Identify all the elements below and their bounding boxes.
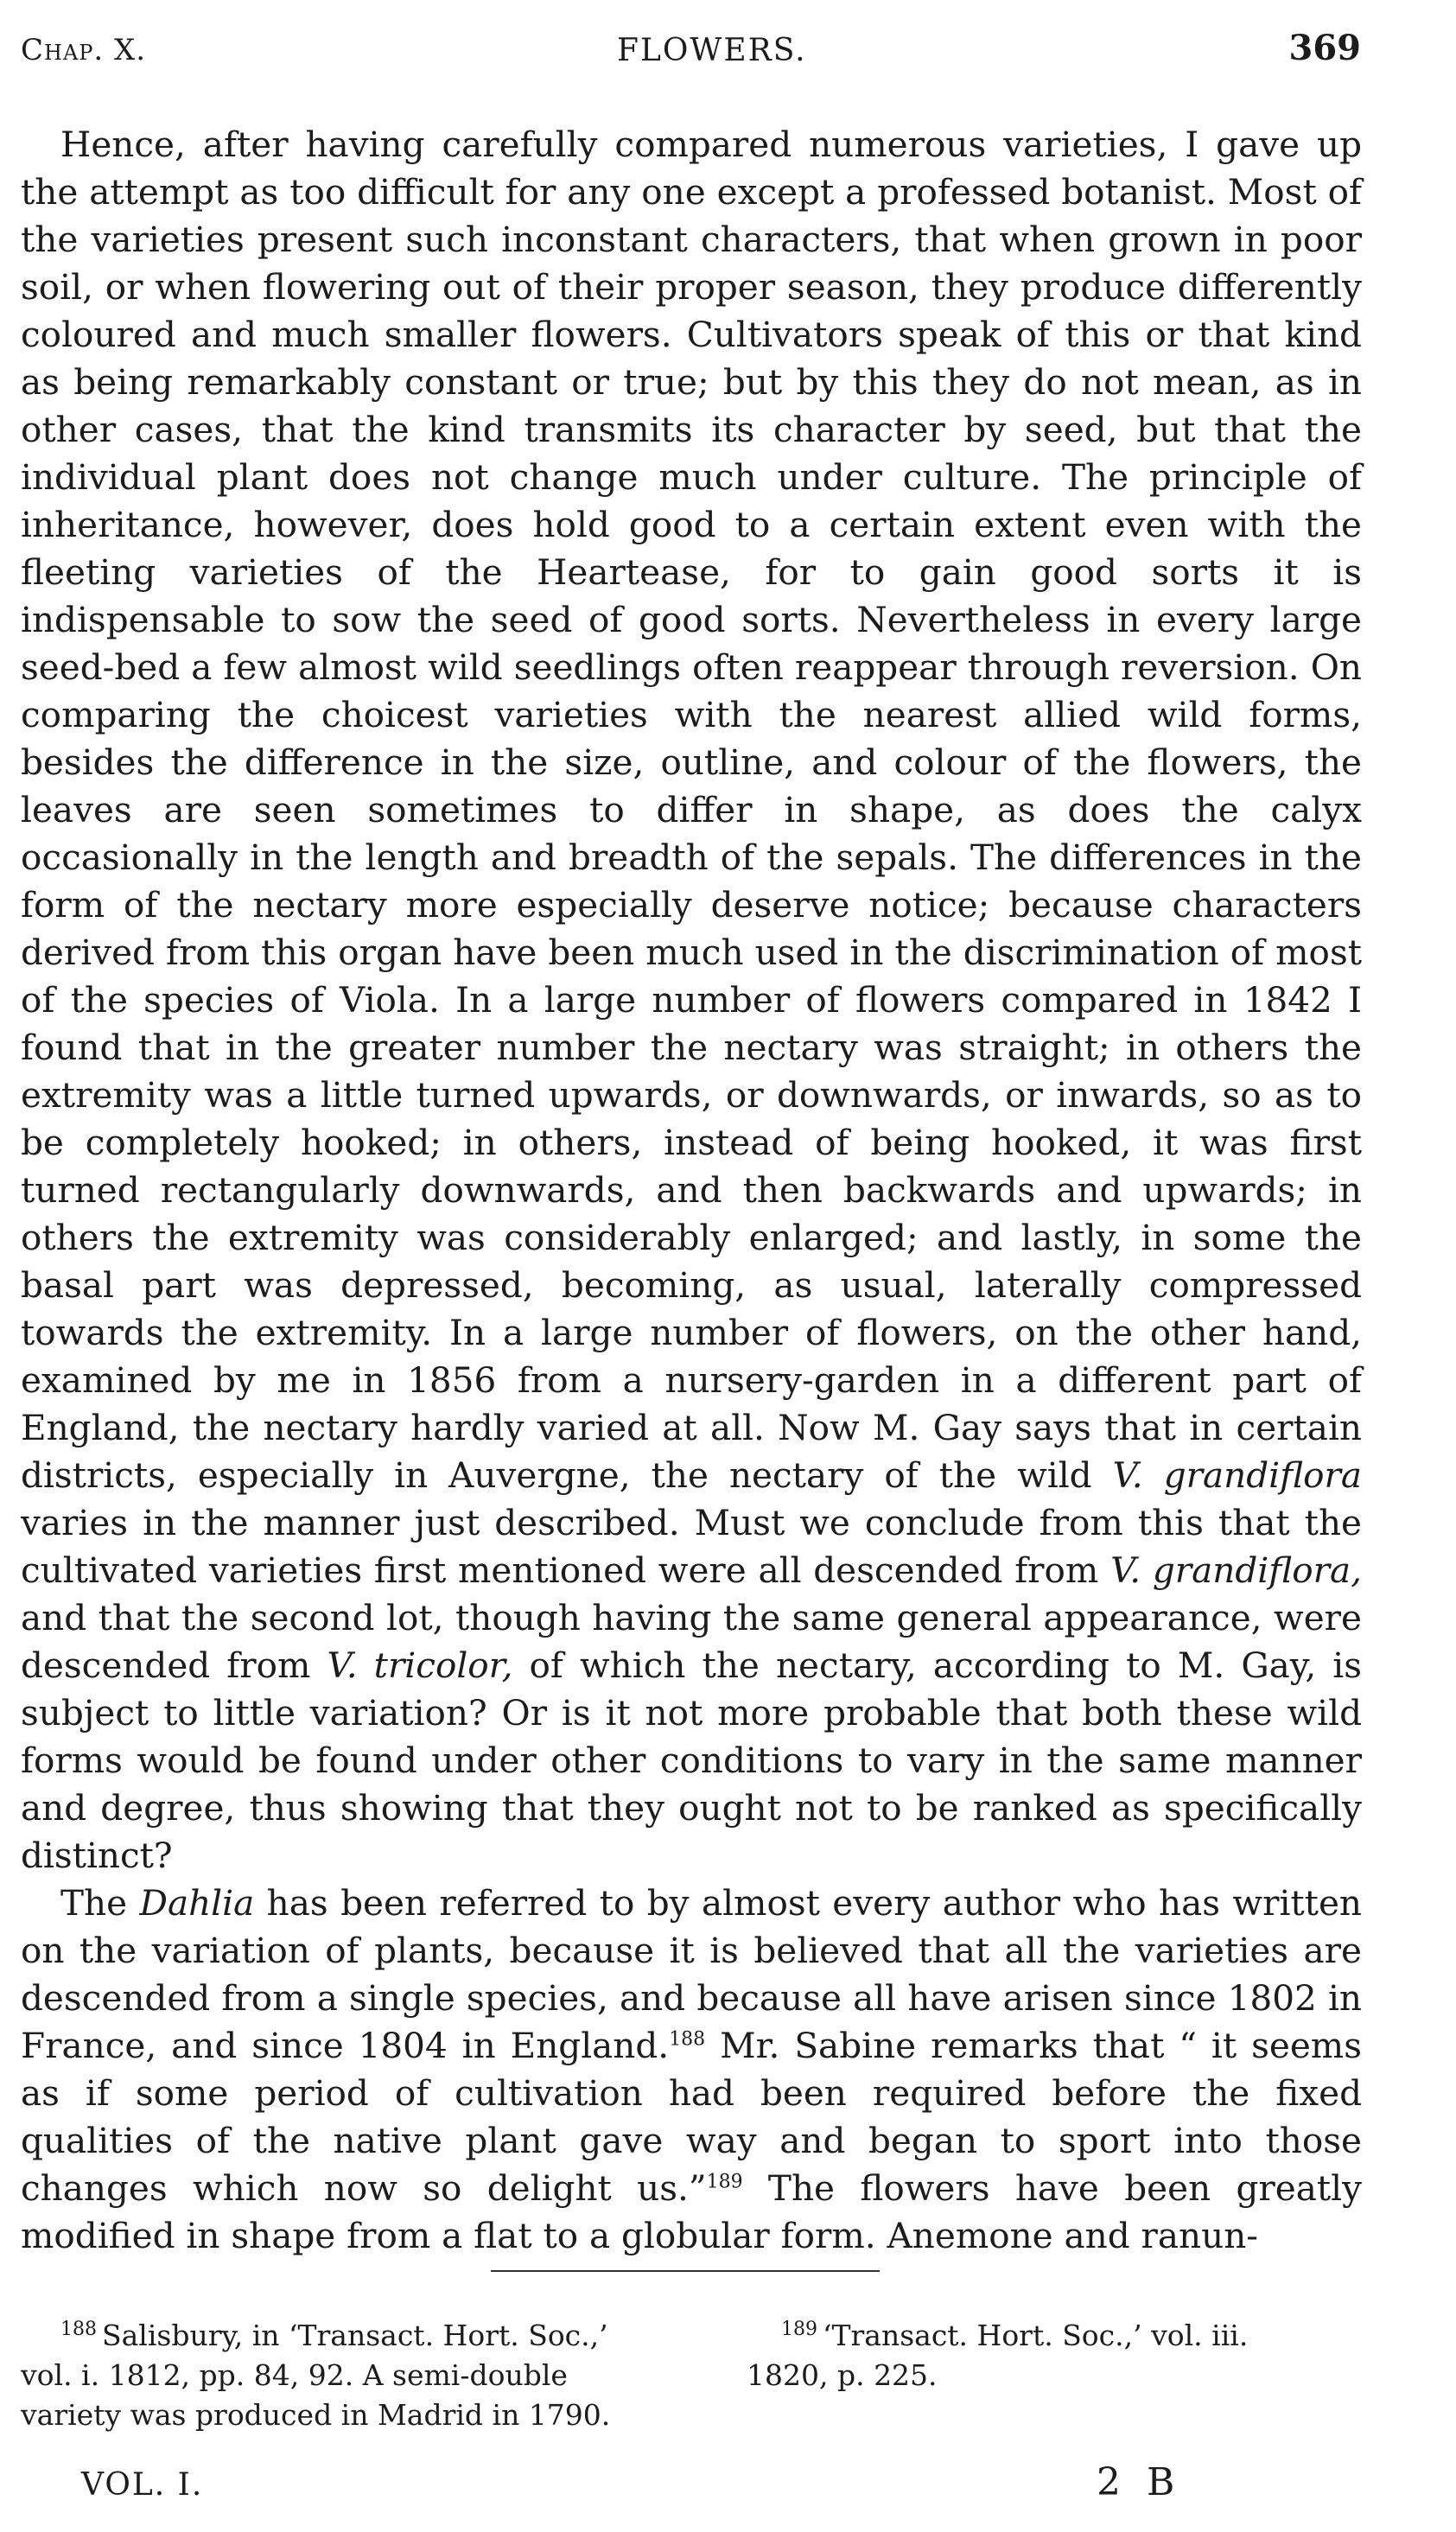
footnotes (21, 2316, 1362, 2446)
footnote-mark: 188 (60, 2319, 97, 2340)
paragraph-text: Mr. Sabine remarks that “ it seems as if some period of cultivation had been required before the fixed qualities of the native plant gave way and began to sport into those changes which now so delight us.” (21, 2025, 1362, 2209)
paragraph-dahlia (21, 1880, 1362, 2260)
paragraph-text: has been referred to by almost every author who has written on the variation of plants, because it is believed that all the varieties are descended from a single species, and because all have arisen since 1802 in France, and since 1804 in England. (21, 1882, 1363, 2066)
footnote-ref-189[interactable]: 189 (706, 2171, 743, 2193)
paragraph-text: of which the nectary, according to M. Gay, is subject to little variation? Or is it not more probable that both these wild forms would be found under other conditions to vary in the same manner and degree, thus showing that they ought not to be ranked as specifically distinct? (21, 1645, 1363, 1876)
footnote-189 (747, 2316, 1362, 2395)
paragraph-text: Hence, after having carefully compared numerous varieties, I gave up the attempt as too difficult for any one except a professed botanist. Most of the varieties present such inconstant characters, that when grown in poor soil, or when flowering out of their proper season, they produce differently coloured and much smaller flowers. Cultivators speak of this or that kind as being remarkably constant or true; but by this they do not mean, as in other cases, that the kind transmits its character by seed, but that the individual plant does not change much under culture. The principle of inheritance, however, does hold good to a certain extent even with the fleeting varieties of the Heartease, for to gain good sorts it is indispensable to sow the seed of good sorts. Nevertheless in every large seed-bed a few almost wild seedlings often reappear through reversion. On comparing the choicest varieties with the nearest allied wild forms, besides the difference in the size, outline, and colour of the flowers, the leaves are seen sometimes to differ in shape, as does the calyx occasionally in the length and breadth of the sepals. The differences in the form of the nectary more especially deserve notice; because characters derived from this organ have been much used in the discrimination of most of the species of Viola. In a large number of flowers compared in 1842 I found that in the greater number the nectary was straight; in others the extremity was a little turned upwards, or downwards, or inwards, so as to be completely hooked; in others, instead of being hooked, it was first turned rectangularly downwards, and then backwards and upwards; in others the extremity was considerably enlarged; and lastly, in some the basal part was depressed, becoming, as usual, laterally compressed towards the extremity. In a large number of flowers, on the other hand, examined by me in 1856 from a nursery-garden in a different part of England, the nectary hardly varied at all. Now M. Gay says that in certain districts, especially in Auvergne, the nectary of the wild (21, 124, 1362, 1496)
footnote-mark: 189 (781, 2319, 817, 2340)
page-header (21, 28, 1361, 76)
volume-label: VOL. I. (81, 2467, 204, 2503)
species-name: V. grandiflora (1112, 1454, 1363, 1496)
chapter-label: Chap. X. (21, 33, 147, 67)
species-name: V. tricolor, (327, 1645, 513, 1686)
running-title: FLOWERS. (617, 33, 807, 68)
footnote-text: ‘Transact. Hort. Soc.,’ vol. iii. (823, 2319, 1249, 2352)
paragraph-text: varies in the manner just described. Must we conclude from this that the cultivated varieties first mentioned were all descended from (21, 1502, 1362, 1591)
footnote-divider (491, 2270, 880, 2272)
paragraph-text: The (60, 1882, 128, 1924)
footnote-text: variety was produced in Madrid in 1790. (21, 2398, 611, 2432)
page-number: 369 (1288, 28, 1361, 68)
footnote-ref-188[interactable]: 188 (669, 2028, 706, 2051)
footnote-text: vol. i. 1812, pp. 84, 92. A semi-double (21, 2358, 568, 2392)
page-footer (21, 2460, 1362, 2519)
signature-mark: 2 B (1097, 2460, 1182, 2504)
paragraph-text: The flowers have been greatly modified in shape from a flat to a globular form. Anemone and ranun- (21, 2167, 1363, 2256)
species-name: V. grandiflora, (1110, 1549, 1363, 1591)
body-text (21, 121, 1362, 2260)
genus-name: Dahlia (139, 1882, 255, 1924)
footnote-text: Salisbury, in ‘Transact. Hort. Soc.,’ (102, 2319, 608, 2352)
footnote-188 (21, 2316, 690, 2435)
footnote-text: 1820, p. 225. (747, 2358, 938, 2392)
paragraph-text: and that the second lot, though having the same general appearance, were descended from (21, 1597, 1362, 1686)
paragraph-heartsease (21, 121, 1362, 1880)
